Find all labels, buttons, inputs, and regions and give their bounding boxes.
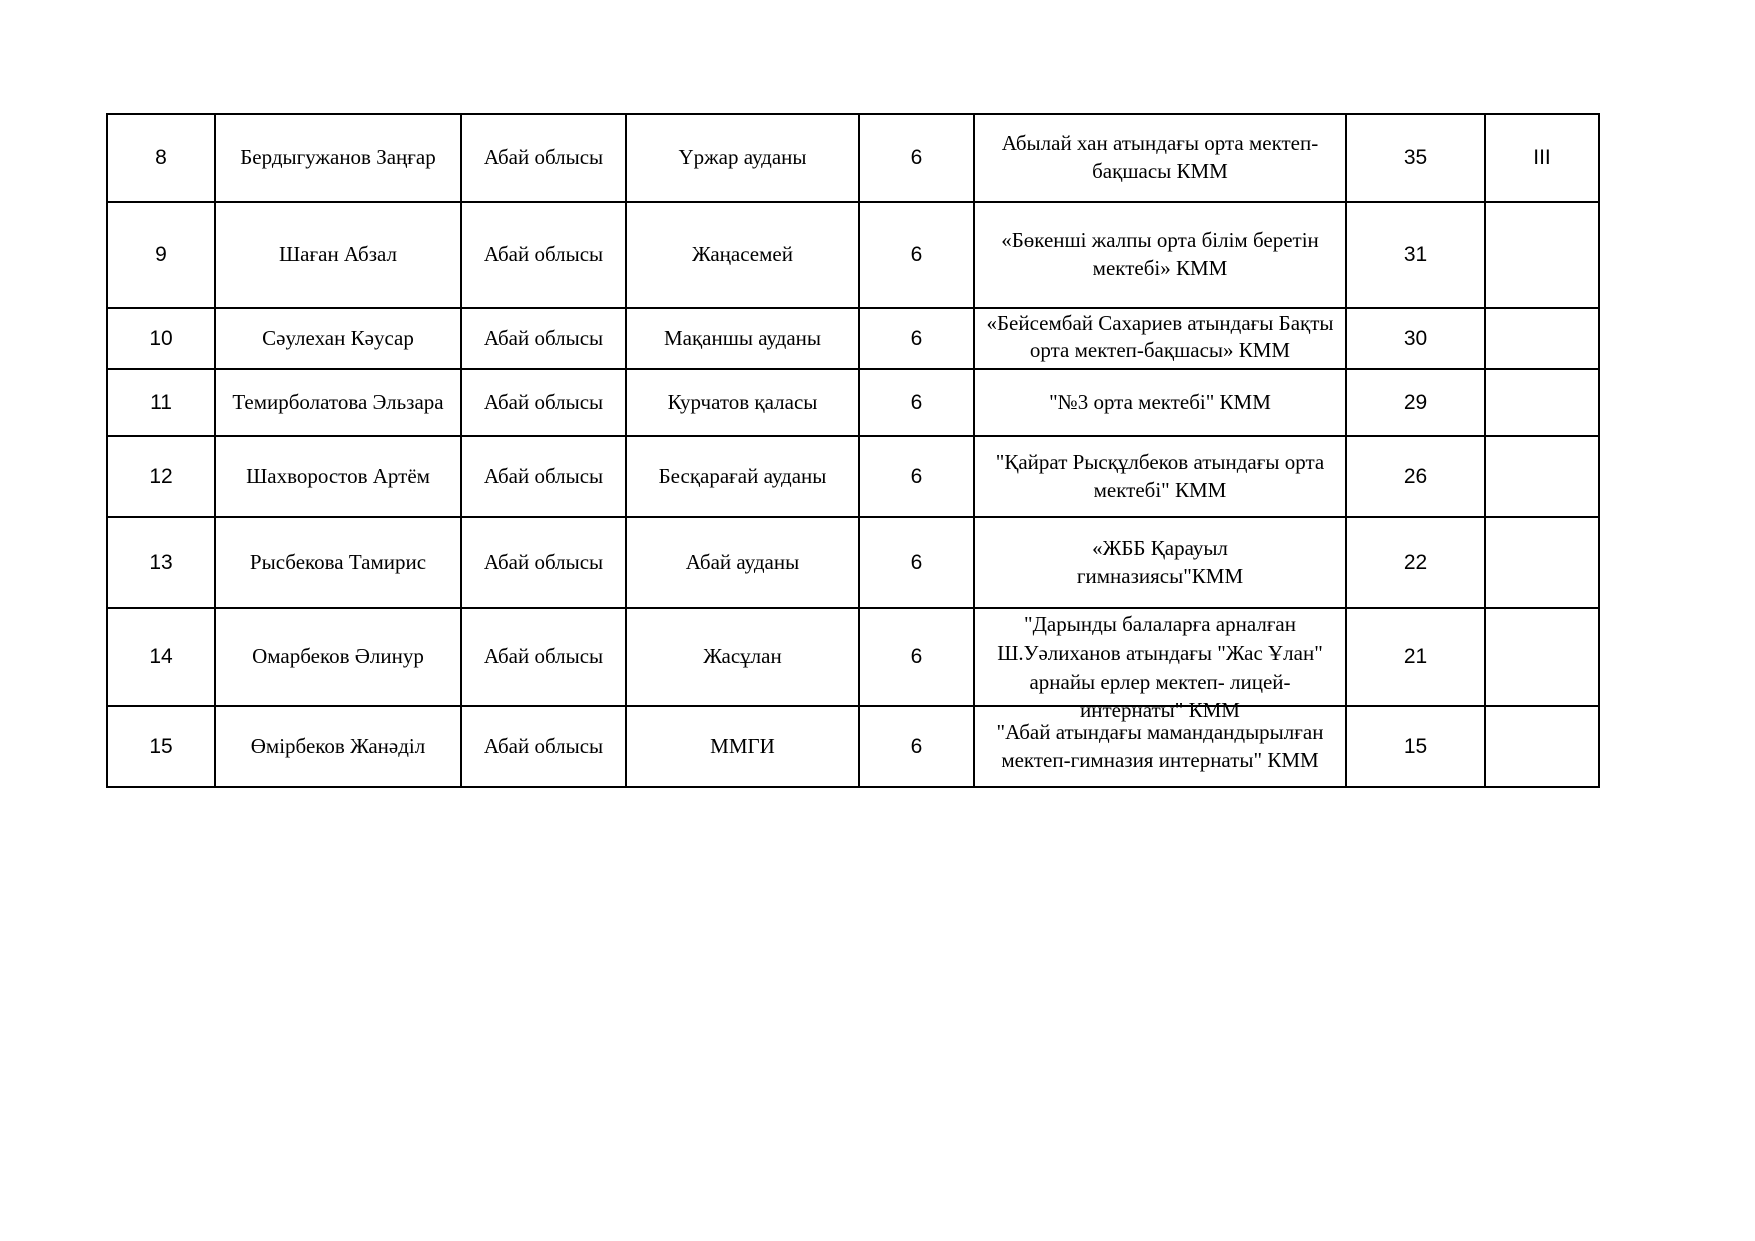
region: Абай облысы xyxy=(461,436,626,517)
row-number: 10 xyxy=(107,308,215,369)
table-row xyxy=(107,608,1599,706)
table-row xyxy=(107,369,1599,436)
score: 30 xyxy=(1346,308,1485,369)
school-text: «Бейсембай Сахариев атындағы Бақты орта мектеп-бақшасы» КММ xyxy=(986,310,1334,363)
score: 29 xyxy=(1346,369,1485,436)
results-table xyxy=(106,113,1600,788)
region: Абай облысы xyxy=(461,517,626,608)
school: «Бөкенші жалпы орта білім беретін мектебі» КММ xyxy=(974,202,1346,308)
school xyxy=(974,608,1346,723)
grade: 6 xyxy=(859,608,974,706)
school: "Қайрат Рысқұлбеков атындағы орта мектебі" КММ xyxy=(974,436,1346,517)
participant-name: Бердыгужанов Заңғар xyxy=(215,114,461,202)
region: Абай облысы xyxy=(461,202,626,308)
grade: 6 xyxy=(859,517,974,608)
grade: 6 xyxy=(859,308,974,369)
row-number: 13 xyxy=(107,517,215,608)
place xyxy=(1485,436,1599,517)
participant-name: Сәулехан Кәусар xyxy=(215,308,461,369)
region: Абай облысы xyxy=(461,308,626,369)
district: Бесқарағай ауданы xyxy=(626,436,859,517)
grade: 6 xyxy=(859,706,974,787)
school: "Абай атындағы мамандандырылған мектеп-гимназия интернаты" КММ xyxy=(974,706,1346,787)
grade: 6 xyxy=(859,369,974,436)
school xyxy=(974,517,1346,608)
region: Абай облысы xyxy=(461,706,626,787)
district: Жасұлан xyxy=(626,608,859,706)
district: Жаңасемей xyxy=(626,202,859,308)
table-row xyxy=(107,308,1599,369)
grade: 6 xyxy=(859,114,974,202)
participant-name: Шаған Абзал xyxy=(215,202,461,308)
table-row xyxy=(107,517,1599,608)
school xyxy=(974,308,1346,369)
region: Абай облысы xyxy=(461,369,626,436)
school: Абылай хан атындағы орта мектеп-бақшасы КММ xyxy=(974,114,1346,202)
region: Абай облысы xyxy=(461,114,626,202)
school-text: "Дарынды балаларға арналған Ш.Уәлиханов атындағы "Жас Ұлан" арнайы ерлер мектеп- лицей-интернаты" КММ xyxy=(997,612,1323,723)
table-row xyxy=(107,706,1599,787)
grade: 6 xyxy=(859,436,974,517)
row-number: 15 xyxy=(107,706,215,787)
row-number: 11 xyxy=(107,369,215,436)
place xyxy=(1485,517,1599,608)
row-number: 12 xyxy=(107,436,215,517)
score: 31 xyxy=(1346,202,1485,308)
participant-name: Өмірбеков Жанәділ xyxy=(215,706,461,787)
score: 15 xyxy=(1346,706,1485,787)
school-text: «ЖББ Қарауыл гимназиясы"КММ xyxy=(1076,535,1244,588)
score: 22 xyxy=(1346,517,1485,608)
district: Мақаншы ауданы xyxy=(626,308,859,369)
district: Курчатов қаласы xyxy=(626,369,859,436)
row-number: 8 xyxy=(107,114,215,202)
table-row xyxy=(107,436,1599,517)
score: 26 xyxy=(1346,436,1485,517)
school: "№3 орта мектебі" КММ xyxy=(974,369,1346,436)
score: 35 xyxy=(1346,114,1485,202)
district: ММГИ xyxy=(626,706,859,787)
district: Абай ауданы xyxy=(626,517,859,608)
table-row xyxy=(107,202,1599,308)
participant-name: Рысбекова Тамирис xyxy=(215,517,461,608)
place xyxy=(1485,608,1599,706)
region: Абай облысы xyxy=(461,608,626,706)
place xyxy=(1485,308,1599,369)
place xyxy=(1485,706,1599,787)
grade: 6 xyxy=(859,202,974,308)
score: 21 xyxy=(1346,608,1485,706)
place xyxy=(1485,202,1599,308)
participant-name: Шахворостов Артём xyxy=(215,436,461,517)
participant-name: Темирболатова Эльзара xyxy=(215,369,461,436)
row-number: 14 xyxy=(107,608,215,706)
participant-name: Омарбеков Әлинур xyxy=(215,608,461,706)
place: III xyxy=(1485,114,1599,202)
district: Үржар ауданы xyxy=(626,114,859,202)
place xyxy=(1485,369,1599,436)
table-row xyxy=(107,114,1599,202)
row-number: 9 xyxy=(107,202,215,308)
